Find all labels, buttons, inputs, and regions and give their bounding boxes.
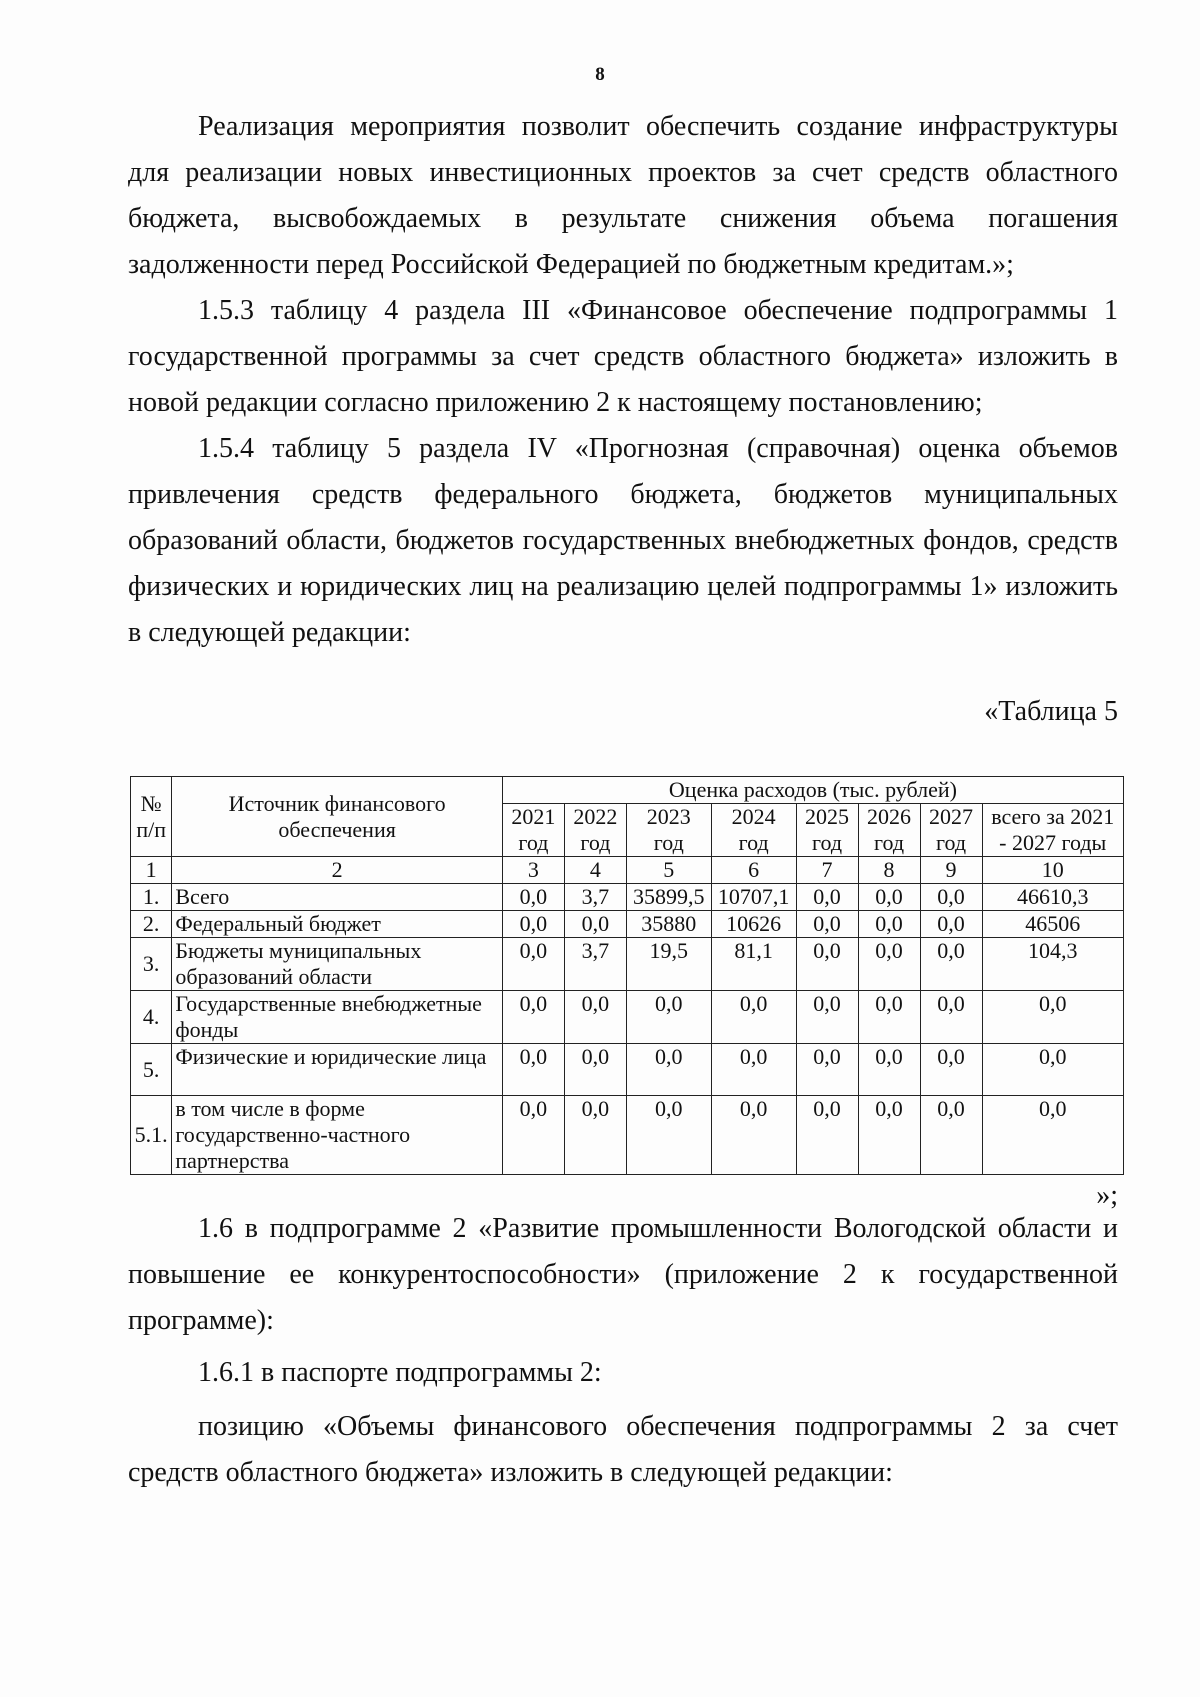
row-year-value: 0,0: [564, 991, 626, 1044]
row-number: 3.: [131, 938, 172, 991]
row-year-value: 0,0: [796, 1044, 858, 1096]
paragraph-infrastructure: Реализация мероприятия позволит обеспечить создание инфраструктуры для реализации новых инвестиционных проектов за счет средств областного бюджета, высвобождаемых в результате снижения объема погашения задолженности перед Российской Федерацией по бюджетным кредитам.»;: [128, 111, 1118, 280]
row-year-value: 19,5: [626, 938, 711, 991]
column-number: 9: [920, 857, 982, 884]
row-year-value: 0,0: [858, 991, 920, 1044]
row-number: 1.: [131, 884, 172, 911]
row-year-value: 0,0: [626, 1096, 711, 1175]
table-body: [131, 884, 1124, 1175]
table-header-row: [131, 777, 1124, 804]
row-year-value: 0,0: [796, 991, 858, 1044]
header-year: 2024 год: [711, 804, 796, 857]
table-row: [131, 1096, 1124, 1175]
header-year: 2021 год: [502, 804, 564, 857]
table-row: [131, 911, 1124, 938]
paragraph-position: позицию «Объемы финансового обеспечения подпрограммы 2 за счет средств областного бюджета» изложить в следующей редакции:: [128, 1411, 1118, 1488]
row-year-value: 0,0: [711, 991, 796, 1044]
row-year-value: 0,0: [502, 1096, 564, 1175]
row-source: Федеральный бюджет: [172, 911, 503, 938]
row-number: 4.: [131, 991, 172, 1044]
row-year-value: 0,0: [796, 938, 858, 991]
header-num: № п/п: [131, 777, 172, 857]
paragraph-1-6-1: 1.6.1 в паспорте подпрограммы 2:: [198, 1357, 602, 1388]
row-year-value: 0,0: [564, 1096, 626, 1175]
row-year-value: 0,0: [858, 1096, 920, 1175]
row-number: 2.: [131, 911, 172, 938]
row-source: Бюджеты муниципальных образований области: [172, 938, 503, 991]
row-total-value: 0,0: [982, 1096, 1124, 1175]
column-number: 1: [131, 857, 172, 884]
header-year: 2023 год: [626, 804, 711, 857]
row-number: 5.1.: [131, 1096, 172, 1175]
row-total-value: 46610,3: [982, 884, 1124, 911]
header-year: 2026 год: [858, 804, 920, 857]
row-total-value: 0,0: [982, 991, 1124, 1044]
row-year-value: 81,1: [711, 938, 796, 991]
row-year-value: 0,0: [626, 1044, 711, 1096]
column-number: 6: [711, 857, 796, 884]
table-row: [131, 938, 1124, 991]
header-group: Оценка расходов (тыс. рублей): [502, 777, 1123, 804]
row-source: Всего: [172, 884, 503, 911]
header-year: 2027 год: [920, 804, 982, 857]
row-year-value: 0,0: [920, 991, 982, 1044]
row-year-value: 0,0: [796, 884, 858, 911]
row-year-value: 0,0: [502, 938, 564, 991]
paragraph-1-5-4: 1.5.4 таблицу 5 раздела IV «Прогнозная (справочная) оценка объемов привлечения средств федерального бюджета, бюджетов муниципальных образований области, бюджетов государственных внебюджетных фондов, средств физических и юридических лиц на реализацию целей подпрограммы 1» изложить в следующей редакции:: [128, 433, 1118, 648]
row-year-value: 0,0: [858, 911, 920, 938]
row-year-value: 10707,1: [711, 884, 796, 911]
row-year-value: 0,0: [920, 1044, 982, 1096]
row-total-value: 46506: [982, 911, 1124, 938]
column-number: 8: [858, 857, 920, 884]
row-year-value: 0,0: [711, 1044, 796, 1096]
header-year: 2022 год: [564, 804, 626, 857]
row-year-value: 0,0: [858, 1044, 920, 1096]
row-year-value: 10626: [711, 911, 796, 938]
table-row: [131, 991, 1124, 1044]
column-number: 3: [502, 857, 564, 884]
row-year-value: 0,0: [858, 938, 920, 991]
column-number: 10: [982, 857, 1124, 884]
header-year: 2025 год: [796, 804, 858, 857]
paragraph-1-6: 1.6 в подпрограмме 2 «Развитие промышленности Вологодской области и повышение ее конкурентоспособности» (приложение 2 к государственной программе):: [128, 1213, 1118, 1336]
row-total-value: 104,3: [982, 938, 1124, 991]
row-year-value: 0,0: [920, 938, 982, 991]
row-year-value: 0,0: [920, 911, 982, 938]
row-year-value: 0,0: [711, 1096, 796, 1175]
header-total: всего за 2021 - 2027 годы: [982, 804, 1124, 857]
table-close-mark: »;: [1096, 1180, 1118, 1211]
financing-table: [130, 776, 1124, 1175]
header-source: Источник финансового обеспечения: [172, 777, 503, 857]
row-source: Физические и юридические лица: [172, 1044, 503, 1096]
row-year-value: 0,0: [564, 1044, 626, 1096]
paragraph-1-5-3: 1.5.3 таблицу 4 раздела III «Финансовое обеспечение подпрограммы 1 государственной программы за счет средств областного бюджета» изложить в новой редакции согласно приложению 2 к настоящему постановлению;: [128, 295, 1118, 418]
table-row: [131, 884, 1124, 911]
page-number: 8: [595, 64, 605, 85]
row-source: в том числе в форме государственно-частного партнерства: [172, 1096, 503, 1175]
row-year-value: 0,0: [502, 991, 564, 1044]
row-year-value: 3,7: [564, 938, 626, 991]
column-number: 2: [172, 857, 503, 884]
row-year-value: 0,0: [796, 1096, 858, 1175]
row-year-value: 0,0: [858, 884, 920, 911]
column-number: 4: [564, 857, 626, 884]
row-year-value: 0,0: [626, 991, 711, 1044]
row-year-value: 0,0: [796, 911, 858, 938]
column-number: 5: [626, 857, 711, 884]
row-year-value: 0,0: [920, 884, 982, 911]
row-total-value: 0,0: [982, 1044, 1124, 1096]
row-year-value: 35899,5: [626, 884, 711, 911]
row-number: 5.: [131, 1044, 172, 1096]
row-year-value: 3,7: [564, 884, 626, 911]
row-year-value: 35880: [626, 911, 711, 938]
column-number: 7: [796, 857, 858, 884]
row-year-value: 0,0: [502, 911, 564, 938]
table-row: [131, 1044, 1124, 1096]
row-year-value: 0,0: [502, 884, 564, 911]
row-year-value: 0,0: [502, 1044, 564, 1096]
table-label: «Таблица 5: [984, 696, 1118, 727]
row-year-value: 0,0: [920, 1096, 982, 1175]
row-year-value: 0,0: [564, 911, 626, 938]
row-source: Государственные внебюджетные фонды: [172, 991, 503, 1044]
column-number-row: [131, 857, 1124, 884]
